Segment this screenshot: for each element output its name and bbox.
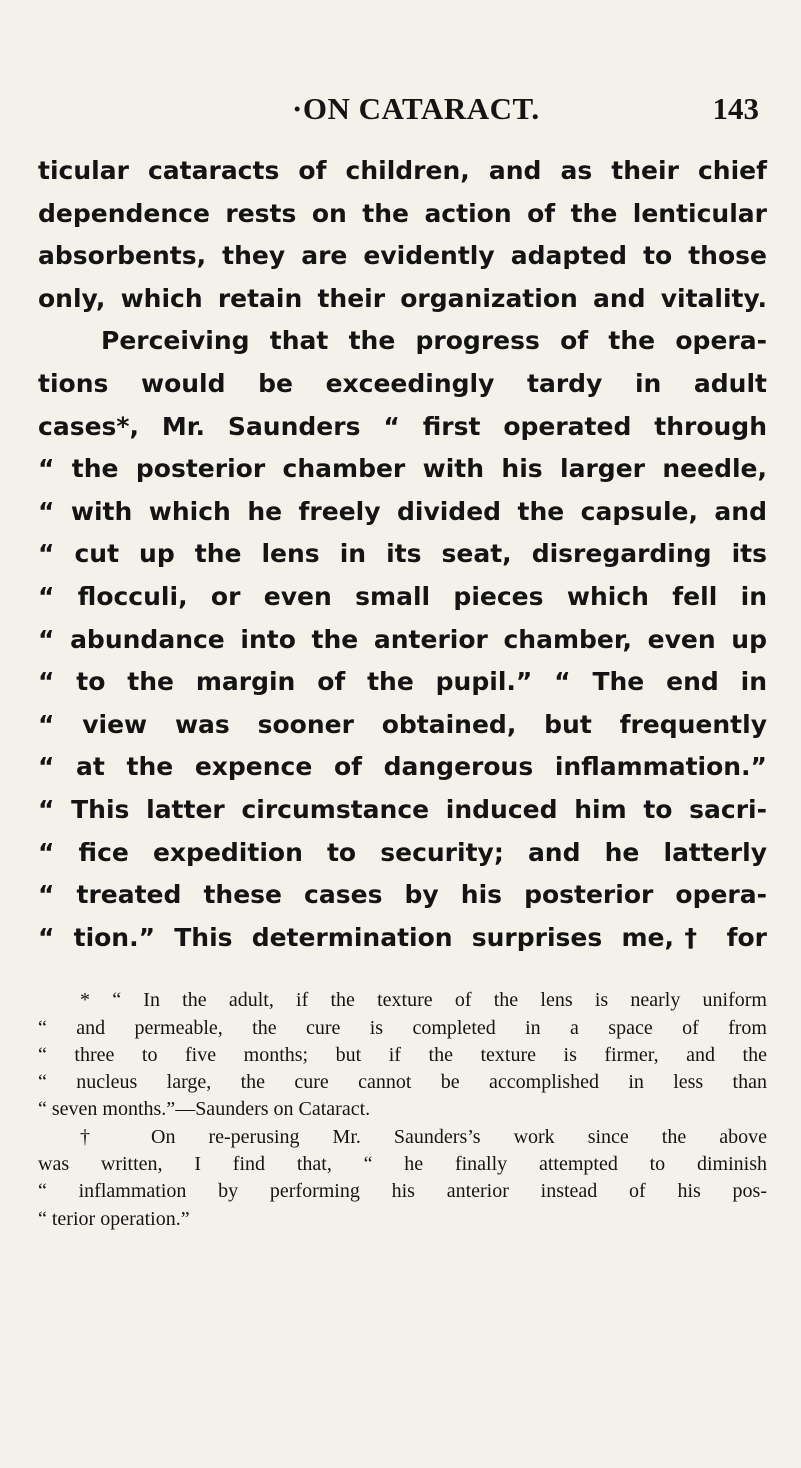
body-line: “ treated these cases by his posterior opera- [38, 880, 767, 910]
running-title: ·ON CATARACT. [292, 91, 540, 126]
body-line: “ fice expedition to security; and he latterly [38, 837, 767, 867]
footnote-line: “ and permeable, the cure is completed in a space of from [38, 1016, 767, 1039]
footnote-line: * “ In the adult, if the texture of the lens is nearly uniform [80, 989, 767, 1012]
body-line: absorbents, they are evidently adapted to those [38, 241, 767, 271]
body-line: ticular cataracts of children, and as their chief [38, 156, 767, 185]
footnote-line: “ seven months.”—Saunders on Cataract. [38, 1098, 371, 1121]
footnote-line: was written, I find that, “ he finally attempted to diminish [38, 1153, 767, 1176]
page-number: 143 [712, 91, 759, 126]
body-line: only, which retain their organization and vitality. [38, 283, 767, 313]
body-line: “ to the margin of the pupil.” “ The end in [38, 667, 767, 697]
running-head [38, 0, 767, 150]
body-line: dependence rests on the action of the lenticular [38, 198, 767, 228]
body-line: “ with which he freely divided the capsule, and [38, 496, 767, 526]
body-line: “ flocculi, or even small pieces which fell in [38, 581, 767, 611]
body-text [38, 150, 767, 959]
body-line: cases*, Mr. Saunders “ first operated through [38, 411, 767, 441]
body-line: “ view was sooner obtained, but frequently [38, 709, 767, 739]
footnote-line: † On re-perusing Mr. Saunders’s work since the above [80, 1125, 767, 1148]
body-line: “ cut up the lens in its seat, disregarding its [38, 539, 767, 569]
body-line: “ This latter circumstance induced him to sacri- [38, 794, 767, 824]
footnote-line: “ three to five months; but if the texture is firmer, and the [38, 1043, 767, 1066]
body-line: “ tion.” This determination surprises me,† for [38, 922, 767, 952]
body-line: tions would be exceedingly tardy in adult [38, 368, 767, 398]
footnote-line: “ inflammation by performing his anterior instead of his pos- [38, 1180, 767, 1203]
footnote-line: “ terior operation.” [38, 1207, 190, 1230]
body-line: “ at the expence of dangerous inflammation.” [38, 752, 767, 782]
footnote-line: “ nucleus large, the cure cannot be accomplished in less than [38, 1071, 767, 1094]
body-line: Perceiving that the progress of the opera- [101, 326, 767, 356]
body-line: “ abundance into the anterior chamber, even up [38, 624, 767, 654]
body-line: “ the posterior chamber with his larger needle, [38, 454, 767, 484]
footnotes [38, 987, 767, 1233]
